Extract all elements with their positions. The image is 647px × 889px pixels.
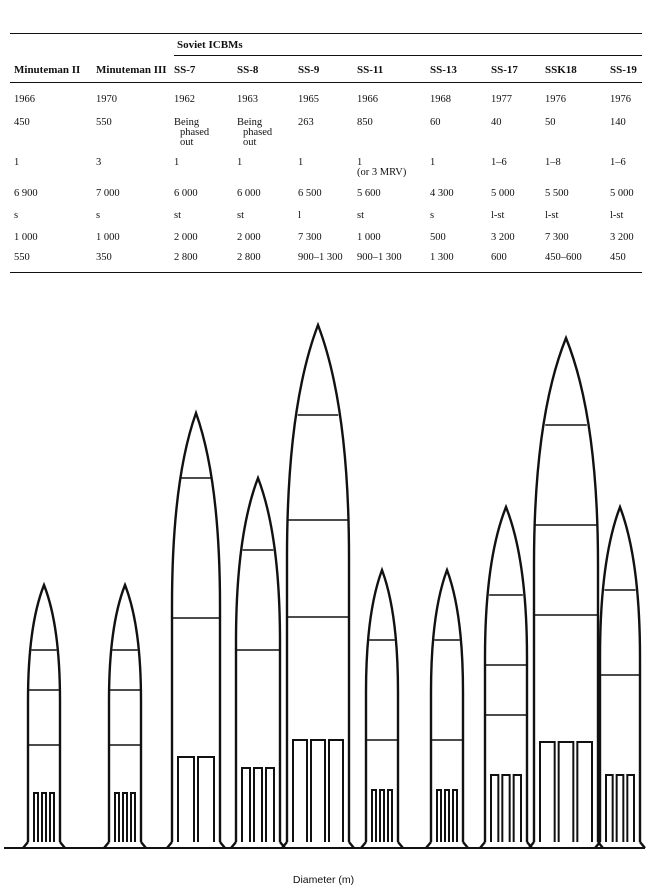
column-header: Minuteman III xyxy=(96,64,167,76)
table-cell: st xyxy=(237,210,245,221)
engine-nozzle xyxy=(606,775,613,842)
table-cell: 450–600 xyxy=(545,252,582,263)
column-header: SS-19 xyxy=(610,64,637,76)
table-cell: 1977 xyxy=(491,94,512,105)
missile-ss-19 xyxy=(595,507,645,848)
table-cell: 1966 xyxy=(14,94,35,105)
engine-nozzle xyxy=(34,793,38,842)
table-cell: 350 xyxy=(96,252,112,263)
engine-nozzle xyxy=(437,790,441,842)
engine-nozzle xyxy=(242,768,250,842)
table-cell: 1976 xyxy=(610,94,631,105)
table-cell: 1 (or 3 MRV) xyxy=(357,157,407,178)
table-cell: 7 000 xyxy=(96,188,120,199)
table-cell: 900–1 300 xyxy=(298,252,343,263)
column-header: SS-7 xyxy=(174,64,196,76)
table-cell: 1963 xyxy=(237,94,258,105)
table-cell: 2 000 xyxy=(174,232,198,243)
table-cell: 1–8 xyxy=(545,157,561,168)
missile-minuteman-ii xyxy=(23,585,65,848)
engine-nozzle xyxy=(266,768,274,842)
engine-nozzle xyxy=(42,793,46,842)
table-cell: 2 800 xyxy=(237,252,261,263)
table-cell: 7 300 xyxy=(298,232,322,243)
engine-nozzle xyxy=(50,793,54,842)
column-header: SSK18 xyxy=(545,64,577,76)
table-cell: s xyxy=(14,210,19,221)
column-header: SS-9 xyxy=(298,64,320,76)
table-cell: 1 000 xyxy=(96,232,120,243)
table-cell: l-st xyxy=(491,210,505,221)
table-cell: 1968 xyxy=(430,94,451,105)
engine-nozzle xyxy=(178,757,194,842)
table-cell: 850 xyxy=(357,117,373,128)
table-cell: 5 000 xyxy=(491,188,515,199)
table-cell: 1 xyxy=(430,157,436,168)
engine-nozzle xyxy=(617,775,624,842)
missile-outline xyxy=(28,585,60,842)
table-cell: 6 500 xyxy=(298,188,322,199)
figure-caption: Diameter (m) xyxy=(292,874,355,886)
table-cell: 550 xyxy=(14,252,30,263)
table-cell: 1962 xyxy=(174,94,195,105)
engine-nozzle xyxy=(627,775,634,842)
engine-nozzle xyxy=(388,790,392,842)
table-cell: 5 500 xyxy=(545,188,569,199)
table-cell: 140 xyxy=(610,117,626,128)
table-cell: Being phased out xyxy=(174,117,210,148)
missile-outline xyxy=(109,585,141,842)
table-cell: s xyxy=(430,210,435,221)
engine-nozzle xyxy=(293,740,307,842)
table-cell: 3 200 xyxy=(610,232,634,243)
missile-outline xyxy=(366,570,398,842)
soviet-icbms-group-label: Soviet ICBMs xyxy=(177,39,243,51)
table-cell: 1 xyxy=(174,157,180,168)
table-cell: 40 xyxy=(491,117,502,128)
table-cell: 60 xyxy=(430,117,441,128)
table-cell: 1 000 xyxy=(357,232,381,243)
engine-nozzle xyxy=(198,757,214,842)
engine-nozzle xyxy=(453,790,457,842)
table-cell: l-st xyxy=(545,210,559,221)
engine-nozzle xyxy=(131,793,135,842)
missile-ss-11 xyxy=(361,570,403,848)
missile-outline xyxy=(287,325,349,842)
table-cell: st xyxy=(174,210,182,221)
missile-silhouettes-figure xyxy=(0,300,647,860)
missile-ss-8 xyxy=(231,478,285,848)
table-cell: 1970 xyxy=(96,94,117,105)
table-cell: 1 000 xyxy=(14,232,38,243)
table-cell: 1 xyxy=(298,157,304,168)
missile-ss-7 xyxy=(167,413,225,848)
column-header: SS-11 xyxy=(357,64,384,76)
table-cell: 3 xyxy=(96,157,102,168)
missile-ss-9 xyxy=(282,325,354,848)
engine-nozzle xyxy=(577,742,592,842)
table-cell: 50 xyxy=(545,117,556,128)
table-cell: l xyxy=(298,210,301,221)
table-cell: 1 xyxy=(14,157,20,168)
table-top-rule xyxy=(10,33,642,34)
table-cell: 1965 xyxy=(298,94,319,105)
missile-ss-17 xyxy=(480,507,532,848)
table-cell: l-st xyxy=(610,210,624,221)
header-rule xyxy=(10,82,642,83)
table-cell: 1966 xyxy=(357,94,378,105)
table-cell: 6 000 xyxy=(237,188,261,199)
table-cell: 4 300 xyxy=(430,188,454,199)
column-header: SS-17 xyxy=(491,64,518,76)
table-cell: s xyxy=(96,210,101,221)
table-cell: 5 000 xyxy=(610,188,634,199)
missile-minuteman-iii xyxy=(104,585,146,848)
table-cell: 1–6 xyxy=(610,157,626,168)
table-cell: 450 xyxy=(610,252,626,263)
table-cell: 1–6 xyxy=(491,157,507,168)
table-cell: 3 200 xyxy=(491,232,515,243)
table-cell: 1976 xyxy=(545,94,566,105)
table-cell: 1 300 xyxy=(430,252,454,263)
engine-nozzle xyxy=(380,790,384,842)
table-cell: 2 800 xyxy=(174,252,198,263)
table-cell: 1 xyxy=(237,157,243,168)
table-cell: 600 xyxy=(491,252,507,263)
engine-nozzle xyxy=(540,742,555,842)
table-cell: 550 xyxy=(96,117,112,128)
engine-nozzle xyxy=(123,793,127,842)
column-header: SS-8 xyxy=(237,64,259,76)
table-cell: 2 000 xyxy=(237,232,261,243)
table-cell: 5 600 xyxy=(357,188,381,199)
table-cell: 900–1 300 xyxy=(357,252,402,263)
table-cell: st xyxy=(357,210,365,221)
table-bottom-rule xyxy=(10,272,642,273)
engine-nozzle xyxy=(445,790,449,842)
engine-nozzle xyxy=(559,742,574,842)
table-cell: 6 000 xyxy=(174,188,198,199)
engine-nozzle xyxy=(514,775,521,842)
missile-ss-13 xyxy=(426,570,468,848)
engine-nozzle xyxy=(372,790,376,842)
missile-outline xyxy=(534,338,598,842)
missile-outline xyxy=(431,570,463,842)
engine-nozzle xyxy=(491,775,498,842)
table-cell: Being phased out xyxy=(237,117,273,148)
table-cell: 7 300 xyxy=(545,232,569,243)
table-cell: 500 xyxy=(430,232,446,243)
group-underline xyxy=(174,55,642,56)
table-cell: 450 xyxy=(14,117,30,128)
column-header: SS-13 xyxy=(430,64,457,76)
engine-nozzle xyxy=(502,775,509,842)
table-cell: 263 xyxy=(298,117,314,128)
engine-nozzle xyxy=(329,740,343,842)
engine-nozzle xyxy=(115,793,119,842)
table-cell: 6 900 xyxy=(14,188,38,199)
column-header: Minuteman II xyxy=(14,64,81,76)
missile-ssk18 xyxy=(529,338,603,848)
engine-nozzle xyxy=(254,768,262,842)
engine-nozzle xyxy=(311,740,325,842)
